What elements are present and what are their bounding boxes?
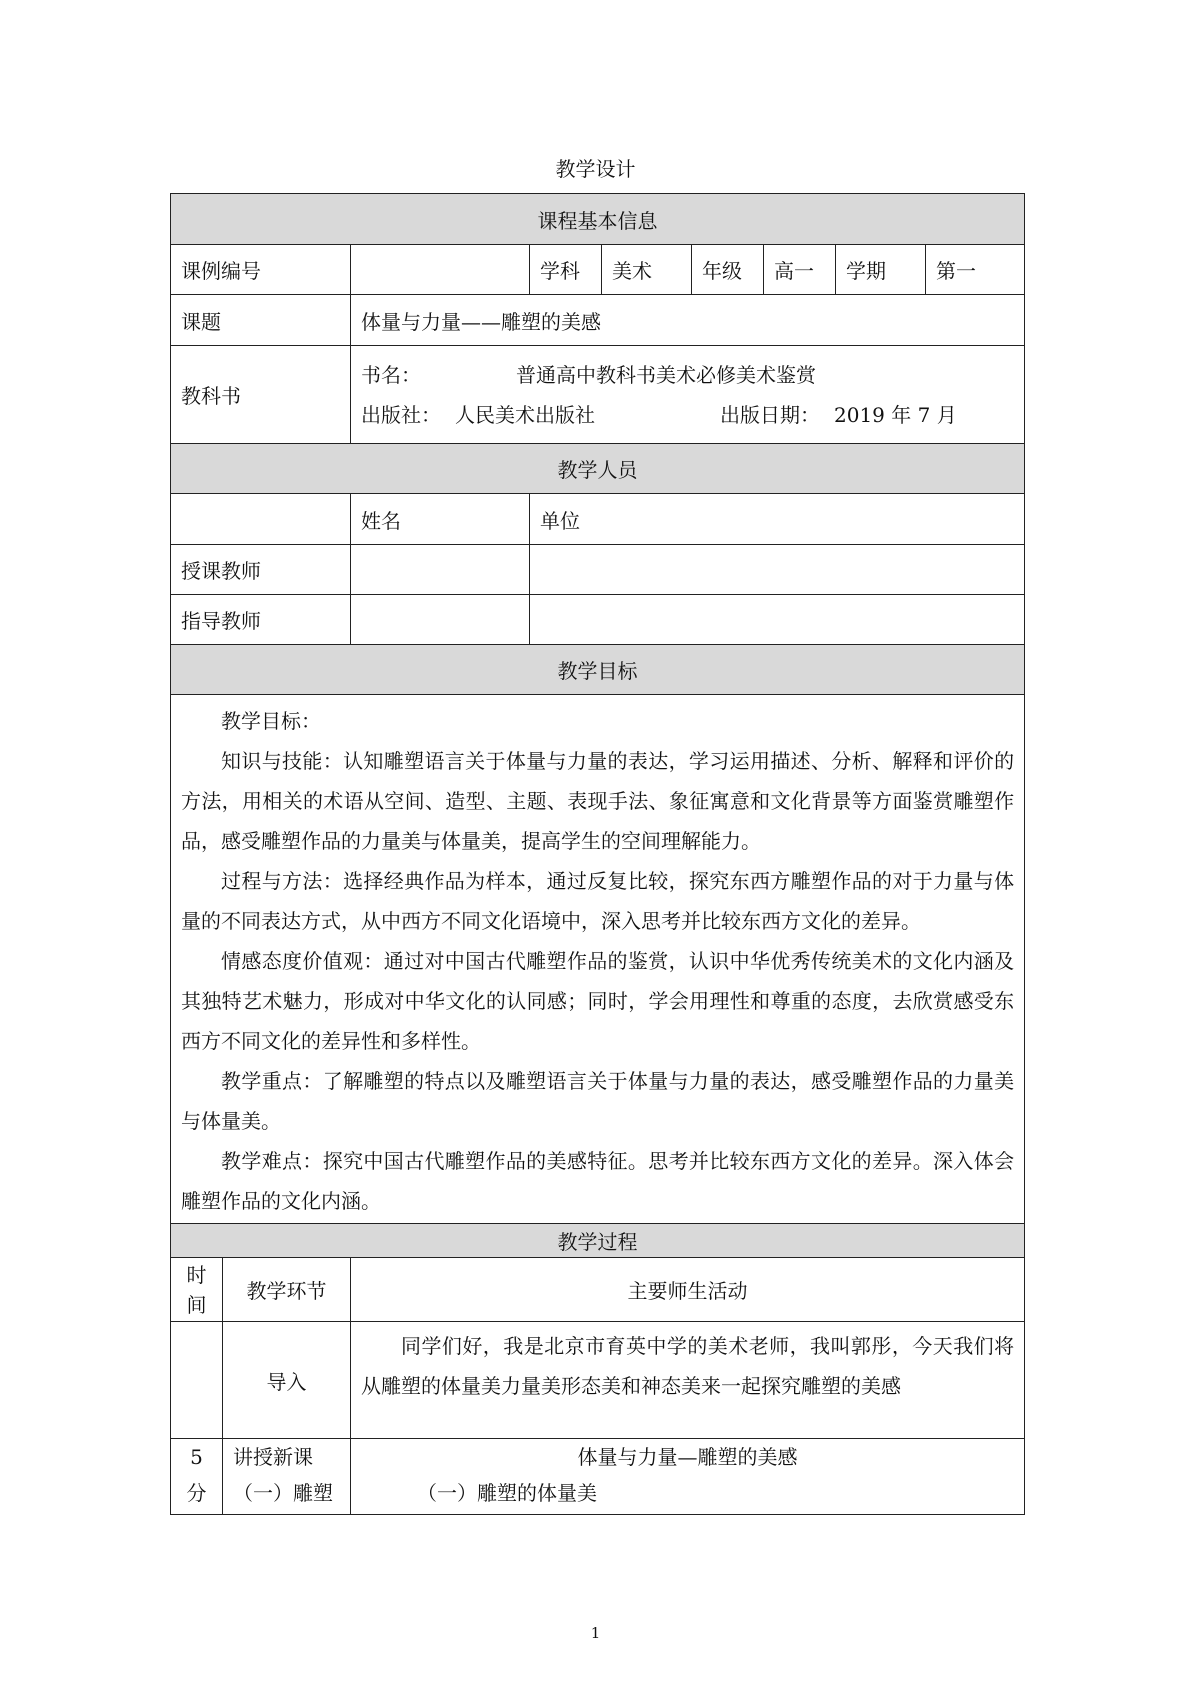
objectives-paragraph: 教学重点：了解雕塑的特点以及雕塑语言关于体量与力量的表达，感受雕塑作品的力量美与体量美。 (181, 1069, 1015, 1133)
publisher-value: 人民美术出版社 (455, 402, 595, 427)
objectives-paragraph: 教学目标： (221, 709, 321, 733)
grade-label: 年级 (692, 245, 764, 295)
objectives-paragraph: 教学难点：探究中国古代雕塑作品的美感特征。思考并比较东西方文化的差异。深入体会雕塑作品的文化内涵。 (181, 1149, 1015, 1213)
objectives-paragraph: 情感态度价值观：通过对中国古代雕塑作品的鉴赏，认识中华优秀传统美术的文化内涵及其独特艺术魅力，形成对中华文化的认同感；同时，学会用理性和尊重的态度，去欣赏感受东西方不同文化的差异性和多样性。 (181, 949, 1015, 1053)
objectives-paragraph: 知识与技能：认知雕塑语言关于体量与力量的表达，学习运用描述、分析、解释和评价的方法，用相关的术语从空间、造型、主题、表现手法、象征寓意和文化背景等方面鉴赏雕塑作品，感受雕塑作品的力量美与体量美，提高学生的空间理解能力。 (181, 749, 1015, 853)
publisher-label: 出版社： (361, 402, 441, 427)
process-row-time (171, 1439, 223, 1515)
advisor-unit (530, 595, 1025, 645)
subject-label: 学科 (530, 245, 602, 295)
process-row-stage: 导入 (223, 1322, 351, 1439)
case-no-label: 课例编号 (171, 245, 351, 295)
topic-value: 体量与力量——雕塑的美感 (351, 295, 1025, 346)
book-name-value: 普通高中教科书美术必修美术鉴赏 (516, 362, 816, 387)
topic-label: 课题 (171, 295, 351, 346)
term-value: 第一 (926, 245, 1025, 295)
staff-col-name: 姓名 (351, 494, 530, 545)
process-col-activity: 主要师生活动 (351, 1258, 1025, 1322)
advisor-name (351, 595, 530, 645)
activity-text: 同学们好，我是北京市育英中学的美术老师，我叫郭彤，今天我们将从雕塑的体量美力量美形态美和神态美来一起探究雕塑的美感 (361, 1334, 1015, 1398)
process-row-activity (351, 1439, 1025, 1515)
objectives-body (171, 695, 1025, 1224)
grade-value: 高一 (764, 245, 836, 295)
case-no-value (351, 245, 530, 295)
staff-corner-cell (171, 494, 351, 545)
teacher-label: 授课教师 (171, 545, 351, 595)
activity-title: 体量与力量—雕塑的美感 (577, 1445, 798, 1469)
book-name-label: 书名： (361, 362, 421, 387)
process-col-time: 时间 (171, 1258, 223, 1322)
subject-value: 美术 (602, 245, 692, 295)
publisher-line (361, 395, 1014, 435)
process-row-time (171, 1322, 223, 1439)
section-header-process: 教学过程 (171, 1224, 1025, 1258)
teacher-unit (530, 545, 1025, 595)
lesson-design-table (170, 193, 1025, 1515)
stage-line: 讲授新课 (233, 1445, 313, 1469)
teacher-name (351, 545, 530, 595)
process-row-stage (223, 1439, 351, 1515)
section-header-staff: 教学人员 (171, 444, 1025, 494)
page-number: 1 (590, 1624, 601, 1642)
book-name-line (361, 355, 1014, 395)
staff-col-unit: 单位 (530, 494, 1025, 545)
term-label: 学期 (836, 245, 926, 295)
time-unit: 分 (186, 1481, 207, 1505)
time-value: 5 (190, 1445, 203, 1469)
activity-subtitle: （一）雕塑的体量美 (417, 1481, 597, 1505)
pub-date-value: 2019 年 7 月 (834, 402, 957, 427)
section-header-basic-info: 课程基本信息 (171, 194, 1025, 245)
advisor-label: 指导教师 (171, 595, 351, 645)
objectives-paragraph: 过程与方法：选择经典作品为样本，通过反复比较，探究东西方雕塑作品的对于力量与体量的不同表达方式，从中西方不同文化语境中，深入思考并比较东西方文化的差异。 (181, 869, 1015, 933)
section-header-objectives: 教学目标 (171, 645, 1025, 695)
process-row-activity (351, 1322, 1025, 1439)
pub-date-label: 出版日期： (720, 402, 820, 427)
document-title: 教学设计 (555, 157, 636, 181)
stage-line: （一）雕塑 (233, 1481, 333, 1505)
textbook-info (351, 346, 1025, 444)
textbook-label: 教科书 (171, 346, 351, 444)
process-col-stage: 教学环节 (223, 1258, 351, 1322)
